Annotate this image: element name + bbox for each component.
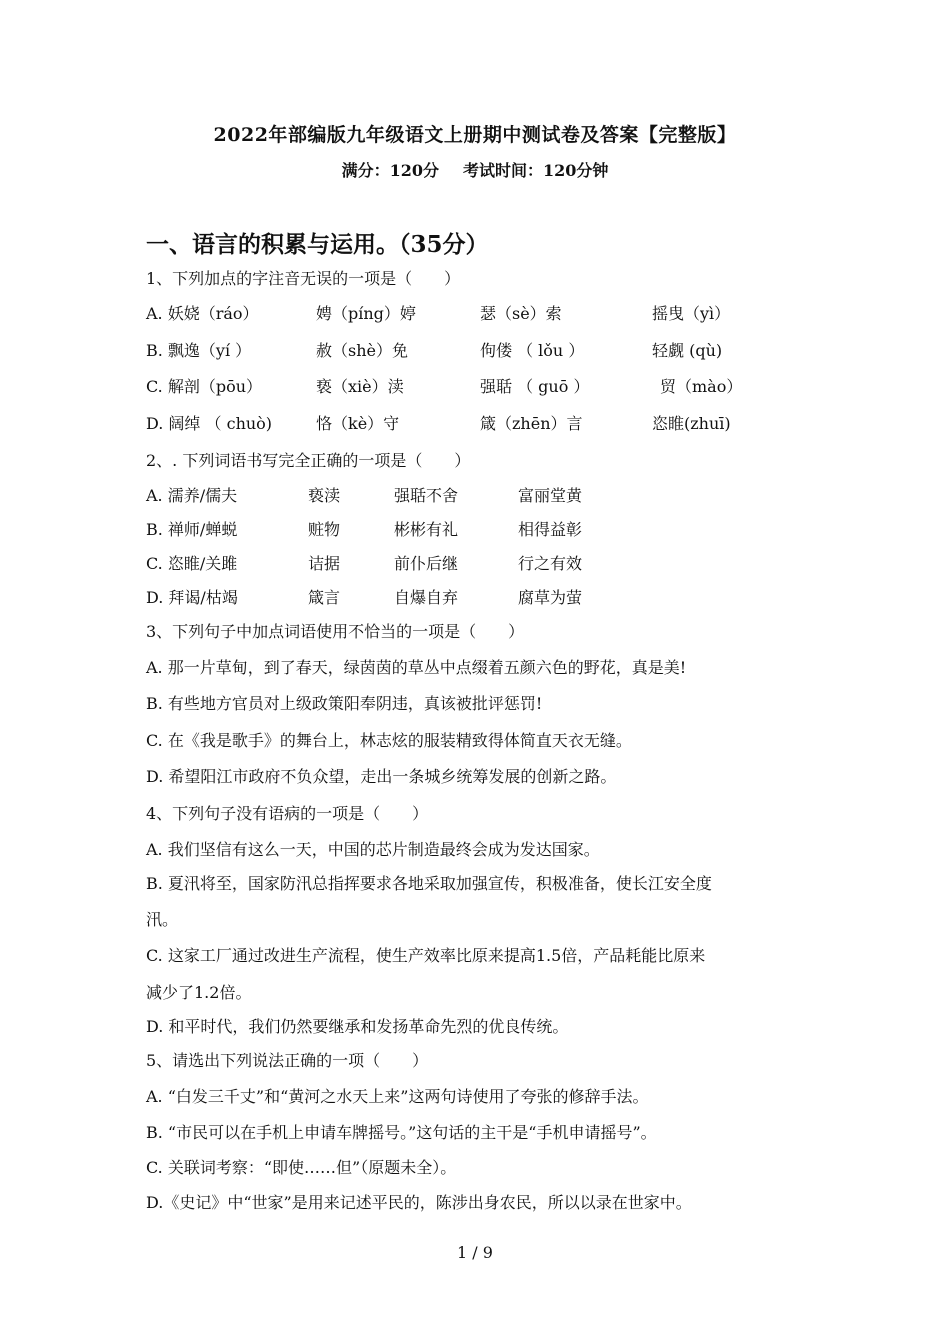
question-3-stem: 3、下列句子中加点词语使用不恰当的一项是（ ） [146,622,525,641]
q1-b-item-2: 赦（shè）免 [316,341,408,360]
q1-c-item-3: 强聒 （ guō ） [480,377,590,396]
question-4-stem: 4、下列句子没有语病的一项是（ ） [146,804,429,823]
question-5-stem: 5、请选出下列说法正确的一项（ ） [146,1051,429,1070]
q4-option-c-line-2: 减少了1.2倍。 [146,983,252,1002]
q2-d-item-1: D. 拜谒/枯竭 [146,588,238,607]
exam-subtitle [0,158,950,181]
q2-b-item-4: 相得益彰 [518,520,583,539]
q4-option-d: D. 和平时代，我们仍然要继承和发扬革命先烈的优良传统。 [146,1017,569,1036]
q2-row-a [146,485,816,507]
q4-option-b-line-2: 汛。 [146,910,179,929]
q1-a-item-4: 摇曳（yì） [652,304,731,323]
q2-a-item-1: A. 濡养/儒夫 [146,486,238,505]
q2-d-item-3: 自爆自弃 [394,588,459,607]
q2-a-item-2: 亵渎 [308,486,341,505]
q2-d-item-4: 腐草为萤 [518,588,583,607]
q5-option-c: C. 关联词考察：“即使……但”（原题未全）。 [146,1158,457,1177]
q2-c-item-1: C. 恣睢/关雎 [146,554,238,573]
q2-b-item-3: 彬彬有礼 [394,520,459,539]
q1-b-item-1: B. 飘逸（yí ） [146,341,252,360]
q1-a-item-1: A. 妖娆（ráo） [146,304,259,323]
q1-c-item-2: 亵（xiè）渎 [316,377,404,396]
q1-row-b [146,340,816,362]
exam-title: 2022年部编版九年级语文上册期中测试卷及答案【完整版】 [213,124,737,146]
q2-row-d [146,587,816,609]
q1-a-item-2: 娉（píng）婷 [316,304,416,323]
q2-c-item-2: 诘据 [308,554,341,573]
section-heading: 一、语言的积累与运用。（35分） [146,231,489,258]
q5-option-a: A. “白发三千丈”和“黄河之水天上来”这两句诗使用了夸张的修辞手法。 [146,1087,649,1106]
q3-option-b: B. 有些地方官员对上级政策阳奉阴违，真该被批评惩罚! [146,694,543,713]
q2-row-b [146,519,816,541]
q3-option-c: C. 在《我是歌手》的舞台上，林志炫的服装精致得体简直天衣无缝。 [146,731,632,750]
q5-option-d: D.《史记》中“世家”是用来记述平民的，陈涉出身农民，所以以录在世家中。 [146,1193,692,1212]
q2-a-item-3: 强聒不舍 [394,486,459,505]
q2-c-item-3: 前仆后继 [394,554,459,573]
q2-d-item-2: 箴言 [308,588,341,607]
q1-c-item-4: 贸（mào） [660,377,743,396]
question-1-stem: 1、下列加点的字注音无误的一项是（ ） [146,269,461,288]
q1-b-item-3: 佝偻 （ lǒu ） [480,341,585,360]
q3-option-a: A. 那一片草甸，到了春天，绿茵茵的草丛中点缀着五颜六色的野花，真是美! [146,658,687,677]
q2-b-item-1: B. 禅师/蝉蜕 [146,520,238,539]
q1-d-item-3: 箴（zhēn）言 [480,414,583,433]
q1-c-item-1: C. 解剖（pōu） [146,377,263,396]
exam-time: 考试时间：120分钟 [463,161,609,180]
q2-b-item-2: 赃物 [308,520,341,539]
q1-d-item-1: D. 阔绰 （ chuò) [146,414,273,433]
q2-c-item-4: 行之有效 [518,554,583,573]
q2-row-c [146,553,816,575]
q5-option-b: B. “市民可以在手机上申请车牌摇号。”这句话的主干是“手机申请摇号”。 [146,1123,657,1142]
q1-row-a [146,303,816,325]
q1-d-item-4: 恣睢(zhuī) [652,414,731,433]
page-number: 1 / 9 [457,1243,493,1262]
full-score: 满分：120分 [341,161,439,180]
q1-a-item-3: 瑟（sè）索 [480,304,562,323]
q1-row-d [146,413,816,435]
q4-option-a: A. 我们坚信有这么一天，中国的芯片制造最终会成为发达国家。 [146,840,600,859]
question-2-stem: 2、. 下列词语书写完全正确的一项是（ ） [146,451,471,470]
q1-row-c [146,376,816,398]
q1-b-item-4: 轻觑 (qù) [652,341,723,360]
q3-option-d: D. 希望阳江市政府不负众望，走出一条城乡统筹发展的创新之路。 [146,767,617,786]
q4-option-b-line-1: B. 夏汛将至，国家防汛总指挥要求各地采取加强宣传，积极准备，使长江安全度 [146,874,712,893]
q1-d-item-2: 恪（kè）守 [316,414,400,433]
q2-a-item-4: 富丽堂黄 [518,486,583,505]
q4-option-c-line-1: C. 这家工厂通过改进生产流程，使生产效率比原来提高1.5倍，产品耗能比原来 [146,946,706,965]
